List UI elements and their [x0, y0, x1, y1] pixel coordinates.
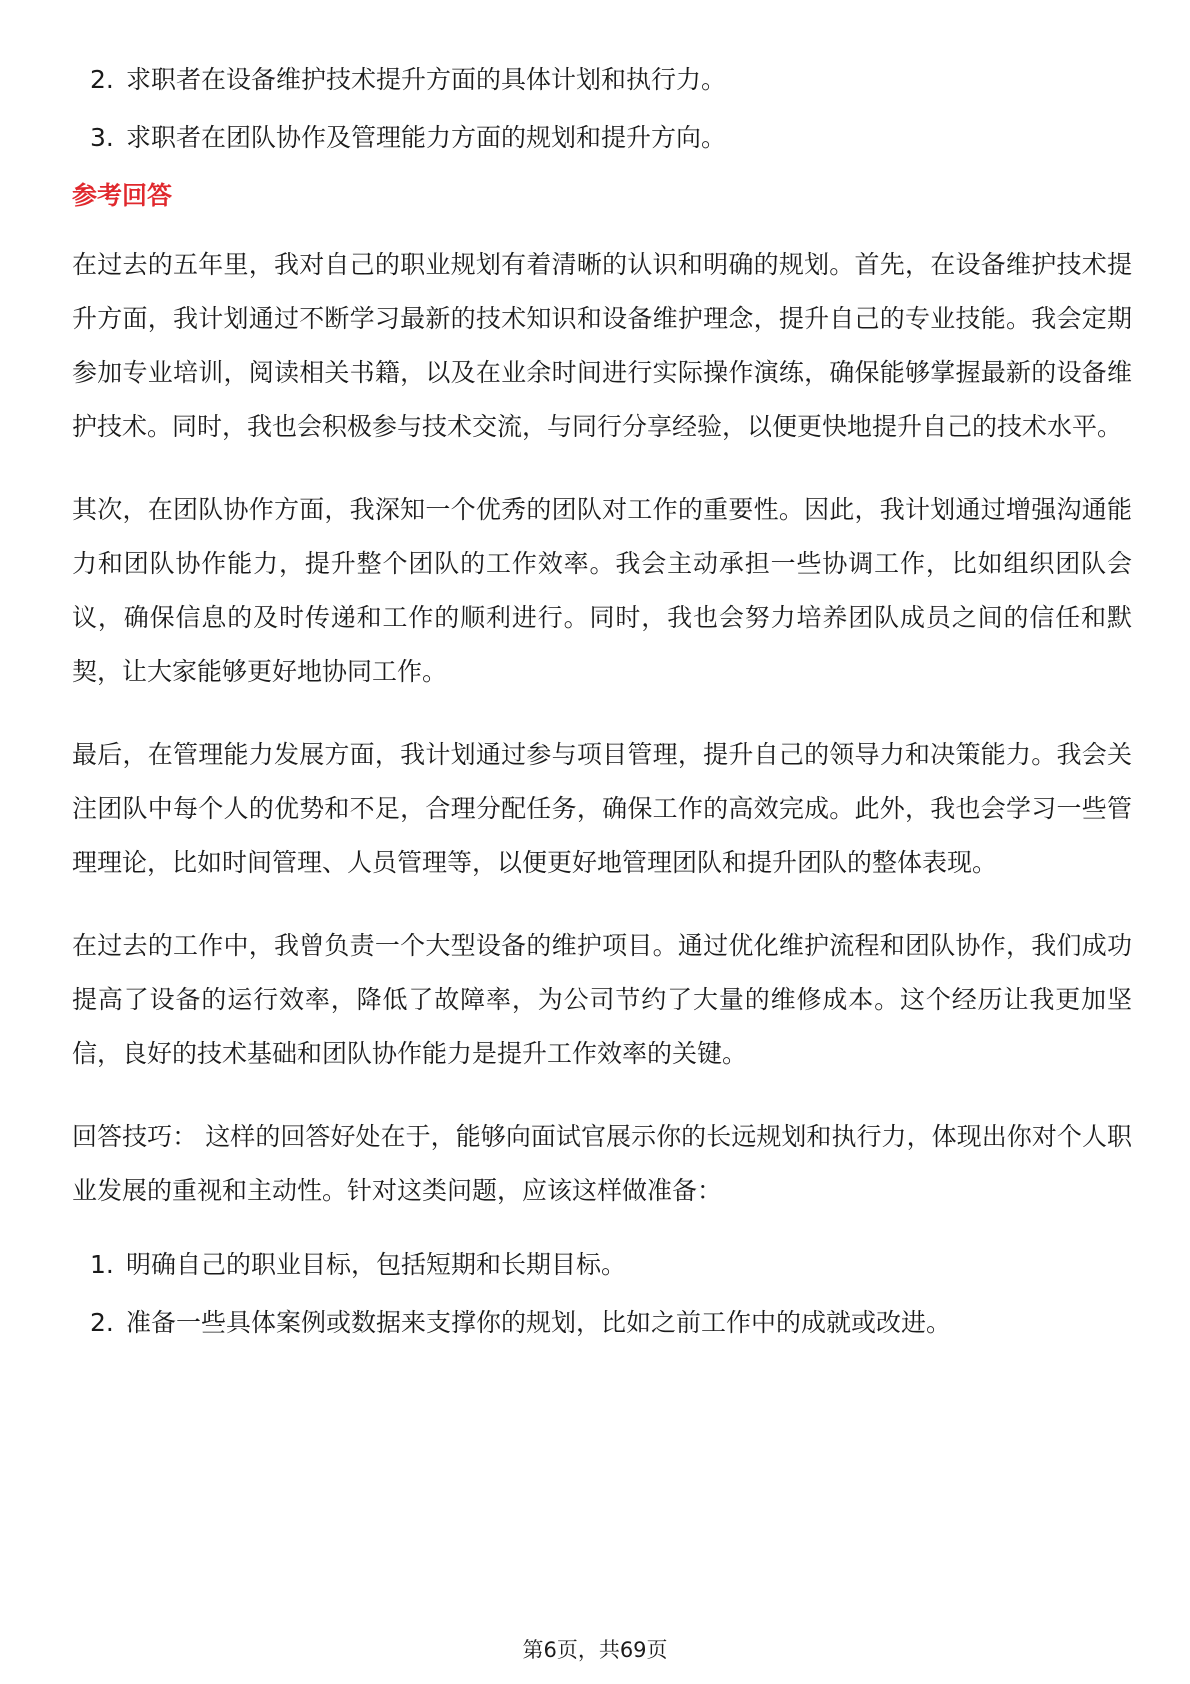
answer-paragraph: 在过去的工作中，我曾负责一个大型设备的维护项目。通过优化维护流程和团队协作，我们成功提高了设备的运行效率，降低了故障率，为公司节约了大量的维修成本。这个经历让我更加坚信，良好的技术基础和团队协作能力是提升工作效率的关键。	[72, 931, 1132, 1068]
answer-paragraph: 其次，在团队协作方面，我深知一个优秀的团队对工作的重要性。因此，我计划通过增强沟通能力和团队协作能力，提升整个团队的工作效率。我会主动承担一些协调工作，比如组织团队会议，确保信息的及时传递和工作的顺利进行。同时，我也会努力培养团队成员之间的信任和默契，让大家能够更好地协同工作。	[72, 495, 1132, 686]
answer-paragraph: 在过去的五年里，我对自己的职业规划有着清晰的认识和明确的规划。首先，在设备维护技术提升方面，我计划通过不断学习最新的技术知识和设备维护理念，提升自己的专业技能。我会定期参加专业培训，阅读相关书籍，以及在业余时间进行实际操作演练，确保能够掌握最新的设备维护技术。同时，我也会积极参与技术交流，与同行分享经验，以便更快地提升自己的技术水平。	[72, 250, 1132, 441]
list-item-number: 2.	[90, 65, 114, 94]
list-item-text: 求职者在设备维护技术提升方面的具体计划和执行力。	[126, 65, 727, 94]
tips-paragraph: 回答技巧： 这样的回答好处在于，能够向面试官展示你的长远规划和执行力，体现出你对个人职业发展的重视和主动性。针对这类问题，应该这样做准备：	[72, 1122, 1132, 1205]
section-heading: 参考回答	[72, 181, 173, 210]
answer-paragraph: 最后，在管理能力发展方面，我计划通过参与项目管理，提升自己的领导力和决策能力。我会关注团队中每个人的优势和不足，合理分配任务，确保工作的高效完成。此外，我也会学习一些管理理论，比如时间管理、人员管理等，以便更好地管理团队和提升团队的整体表现。	[72, 740, 1132, 877]
list-item	[72, 1247, 1132, 1283]
list-item	[72, 62, 1132, 98]
criteria-list	[72, 62, 1132, 156]
list-item	[72, 120, 1132, 156]
page-number: 第6页，共69页	[522, 1638, 668, 1662]
list-item-text: 准备一些具体案例或数据来支撑你的规划，比如之前工作中的成就或改进。	[126, 1308, 952, 1337]
list-item-text: 求职者在团队协作及管理能力方面的规划和提升方向。	[126, 123, 727, 152]
preparation-list	[72, 1247, 1132, 1341]
list-item-number: 3.	[90, 123, 114, 152]
list-item-number: 2.	[90, 1308, 114, 1337]
list-item-number: 1.	[90, 1250, 114, 1279]
list-item-text: 明确自己的职业目标，包括短期和长期目标。	[126, 1250, 627, 1279]
list-item	[72, 1305, 1132, 1341]
page-content	[72, 62, 1132, 1363]
